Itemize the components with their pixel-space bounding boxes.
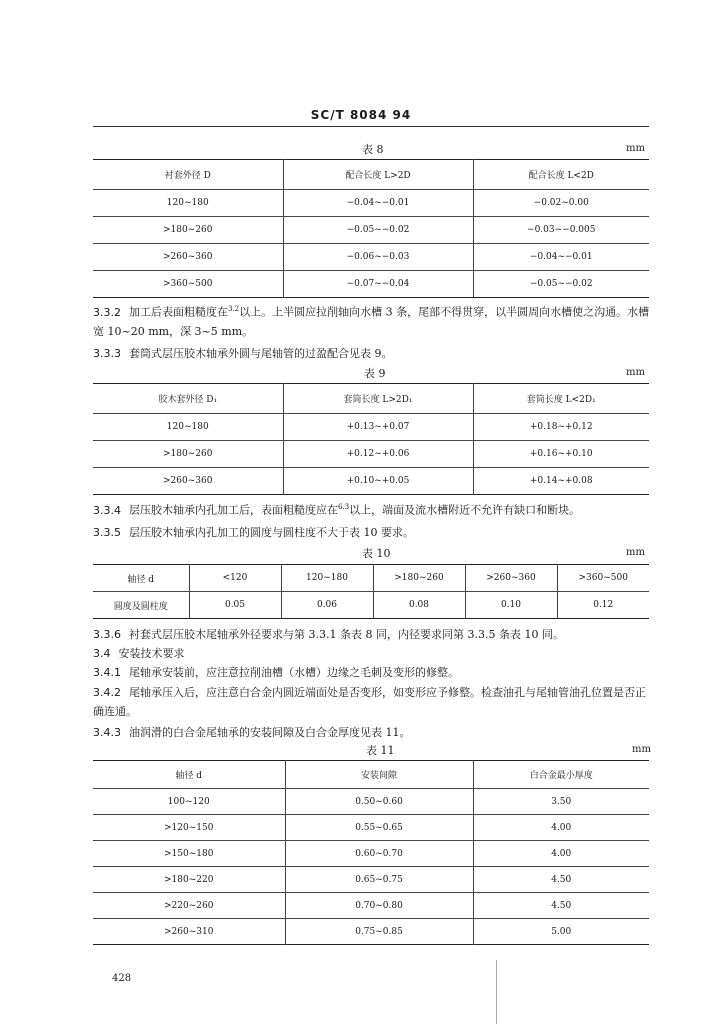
table9-header-cell: 套筒长度 L<2D₁ xyxy=(473,384,649,414)
clause-number: 3.4.2 xyxy=(93,686,121,699)
table9-caption: 表 9 xyxy=(364,367,386,380)
clause-number: 3.3.5 xyxy=(93,526,121,539)
table11-row xyxy=(93,841,649,867)
table11-cell: 4.00 xyxy=(473,815,649,841)
table11-row xyxy=(93,867,649,893)
table11-cell: 0.65~0.75 xyxy=(285,867,473,893)
table11-cell: 5.00 xyxy=(473,919,649,945)
table11-row xyxy=(93,789,649,815)
page-number: 428 xyxy=(112,973,132,984)
table10-unit: mm xyxy=(626,547,645,558)
paragraph-3-3-6 xyxy=(93,625,655,644)
clause-number: 3.4.1 xyxy=(93,666,121,679)
table10-cell: 0.10 xyxy=(465,592,557,619)
table11-unit: mm xyxy=(632,744,651,755)
table11-row xyxy=(93,815,649,841)
table11-cell: 100~120 xyxy=(93,789,285,815)
table9-cell: +0.14~+0.08 xyxy=(473,468,649,495)
clause-text: 套筒式层压胶木轴承外圆与尾轴管的过盈配合见表 9。 xyxy=(129,347,393,360)
table8-row xyxy=(93,190,649,217)
table8-cell: >360~500 xyxy=(93,271,283,298)
table9-cell: +0.10~+0.05 xyxy=(283,468,473,495)
paragraph-3-3-2 xyxy=(93,300,655,341)
clause-number: 3.3.3 xyxy=(93,347,121,360)
clause-text: 以上。上半圆应拉削轴向水槽 3 条，尾部不得贯穿，以半圆周向水槽使之沟通。水槽宽 10~20 mm，深 3~5 mm。 xyxy=(93,305,650,338)
table11-cell: 0.50~0.60 xyxy=(285,789,473,815)
clause-text: 加工后表面粗糙度在 xyxy=(129,305,228,319)
table10-cell: >260~360 xyxy=(465,565,557,592)
table9-header-row xyxy=(93,384,649,414)
clause-number: 3.4.3 xyxy=(93,726,121,739)
roughness-symbol-icon: 6.3 xyxy=(338,503,350,511)
table10-row xyxy=(93,565,649,592)
clause-text: 以上，端面及流水槽附近不允许有缺口和断块。 xyxy=(349,503,581,517)
clause-text: 尾轴承压入后，应注意白合金内圆近端面处是否变形，如变形应予修整。检查油孔与尾轴管油孔位置是否正确连通。 xyxy=(93,686,646,718)
table10-cell: >360~500 xyxy=(557,565,649,592)
table10-cell: 0.06 xyxy=(281,592,373,619)
table8-header-cell: 衬套外径 D xyxy=(164,171,211,181)
table8-row xyxy=(93,271,649,298)
table11-cell: >260~310 xyxy=(93,919,285,945)
table9-header-cell: 套筒长度 L>2D₁ xyxy=(283,384,473,414)
table11-header-row xyxy=(93,761,649,789)
table11-cell: 3.50 xyxy=(473,789,649,815)
table9-unit: mm xyxy=(626,367,645,378)
table8-cell: −0.05~−0.02 xyxy=(473,271,649,298)
table11-cell: >150~180 xyxy=(93,841,285,867)
clause-number: 3.3.6 xyxy=(93,628,121,641)
table9-cell: +0.18~+0.12 xyxy=(473,414,649,441)
table10-cell: 0.08 xyxy=(373,592,465,619)
clause-text: 层压胶木轴承内孔加工后，表面粗糙度应在 xyxy=(129,503,338,517)
table11-cell: 4.00 xyxy=(473,841,649,867)
table11-header-cell: 白合金最小厚度 xyxy=(473,761,649,789)
table8-cell: −0.07~−0.04 xyxy=(283,271,473,298)
table9-header-cell: 胶木套外径 D₁ xyxy=(158,395,218,405)
table10-caption: 表 10 xyxy=(362,547,391,560)
paragraph-3-4 xyxy=(93,644,655,663)
table8-cell: >260~360 xyxy=(93,244,283,271)
table11-cell: 0.60~0.70 xyxy=(285,841,473,867)
table8-cell: >180~260 xyxy=(93,217,283,244)
paragraph-3-4-1 xyxy=(93,663,655,682)
table8-row xyxy=(93,217,649,244)
table9-cell: >260~360 xyxy=(93,468,283,495)
table11-row xyxy=(93,919,649,945)
table8-header-row xyxy=(93,160,649,190)
table8-cell: −0.06~−0.03 xyxy=(283,244,473,271)
table10-row xyxy=(93,592,649,619)
table11-header-cell: 轴径 d xyxy=(175,771,203,781)
table11-cell: >220~260 xyxy=(93,893,285,919)
table8-header-cell: 配合长度 L>2D xyxy=(283,160,473,190)
table9-cell: 120~180 xyxy=(93,414,283,441)
clause-text: 尾轴承安装前，应注意拉削油槽（水槽）边缘之毛刺及变形的修整。 xyxy=(129,666,459,679)
table8-header-cell: 配合长度 L<2D xyxy=(473,160,649,190)
header-rule xyxy=(93,126,649,127)
table11-cell: 4.50 xyxy=(473,893,649,919)
paragraph-3-3-4 xyxy=(93,498,655,520)
table11-cell: 0.55~0.65 xyxy=(285,815,473,841)
table9-row xyxy=(93,414,649,441)
scan-fold-line xyxy=(496,960,498,1024)
table9-row xyxy=(93,468,649,495)
table9-cell: >180~260 xyxy=(93,441,283,468)
table8-caption: 表 8 xyxy=(362,143,384,156)
standard-code-header: SC/T 8084 94 xyxy=(310,108,412,122)
table11 xyxy=(93,760,649,945)
clause-number: 3.3.4 xyxy=(93,503,121,517)
table11-cell: 0.75~0.85 xyxy=(285,919,473,945)
table10-cell: 圆度及圆柱度 xyxy=(93,592,189,619)
clause-number: 3.3.2 xyxy=(93,305,121,319)
table8-cell: −0.04~−0.01 xyxy=(473,244,649,271)
paragraph-3-3-5 xyxy=(93,523,655,542)
table10 xyxy=(93,564,649,619)
table10-cell: 0.05 xyxy=(189,592,281,619)
table8-row xyxy=(93,244,649,271)
table8-cell: −0.03~−0.005 xyxy=(473,217,649,244)
clause-text: 安装技术要求 xyxy=(118,647,185,660)
table8 xyxy=(93,159,649,298)
table9-cell: +0.16~+0.10 xyxy=(473,441,649,468)
table9-cell: +0.13~+0.07 xyxy=(283,414,473,441)
table11-row xyxy=(93,893,649,919)
clause-text: 油润滑的白合金尾轴承的安装间隙及白合金厚度见表 11。 xyxy=(129,726,411,739)
table11-cell: 0.70~0.80 xyxy=(285,893,473,919)
table8-cell: −0.04~−0.01 xyxy=(283,190,473,217)
clause-number: 3.4 xyxy=(93,647,111,660)
table11-cell: >120~150 xyxy=(93,815,285,841)
paragraph-3-3-3 xyxy=(93,344,655,363)
clause-text: 衬套式层压胶木尾轴承外径要求与第 3.3.1 条表 8 同，内径要求同第 3.3.5 条表 10 同。 xyxy=(129,628,564,641)
clause-text: 层压胶木轴承内孔加工的圆度与圆柱度不大于表 10 要求。 xyxy=(129,526,414,539)
table8-unit: mm xyxy=(626,143,645,154)
table9-row xyxy=(93,441,649,468)
roughness-symbol-icon: 3.2 xyxy=(228,305,240,313)
table10-cell: <120 xyxy=(189,565,281,592)
table10-cell: 轴径 d xyxy=(127,574,155,585)
table11-header-cell: 安装间隙 xyxy=(285,761,473,789)
table11-cell: >180~220 xyxy=(93,867,285,893)
table10-cell: 0.12 xyxy=(557,592,649,619)
paragraph-3-4-2 xyxy=(93,683,655,721)
table10-cell: 120~180 xyxy=(281,565,373,592)
table9 xyxy=(93,383,649,495)
table8-cell: −0.02~0.00 xyxy=(473,190,649,217)
table8-cell: 120~180 xyxy=(93,190,283,217)
table11-caption: 表 11 xyxy=(366,744,395,757)
table8-cell: −0.05~−0.02 xyxy=(283,217,473,244)
table11-cell: 4.50 xyxy=(473,867,649,893)
paragraph-3-4-3 xyxy=(93,723,655,742)
table9-cell: +0.12~+0.06 xyxy=(283,441,473,468)
table10-cell: >180~260 xyxy=(373,565,465,592)
